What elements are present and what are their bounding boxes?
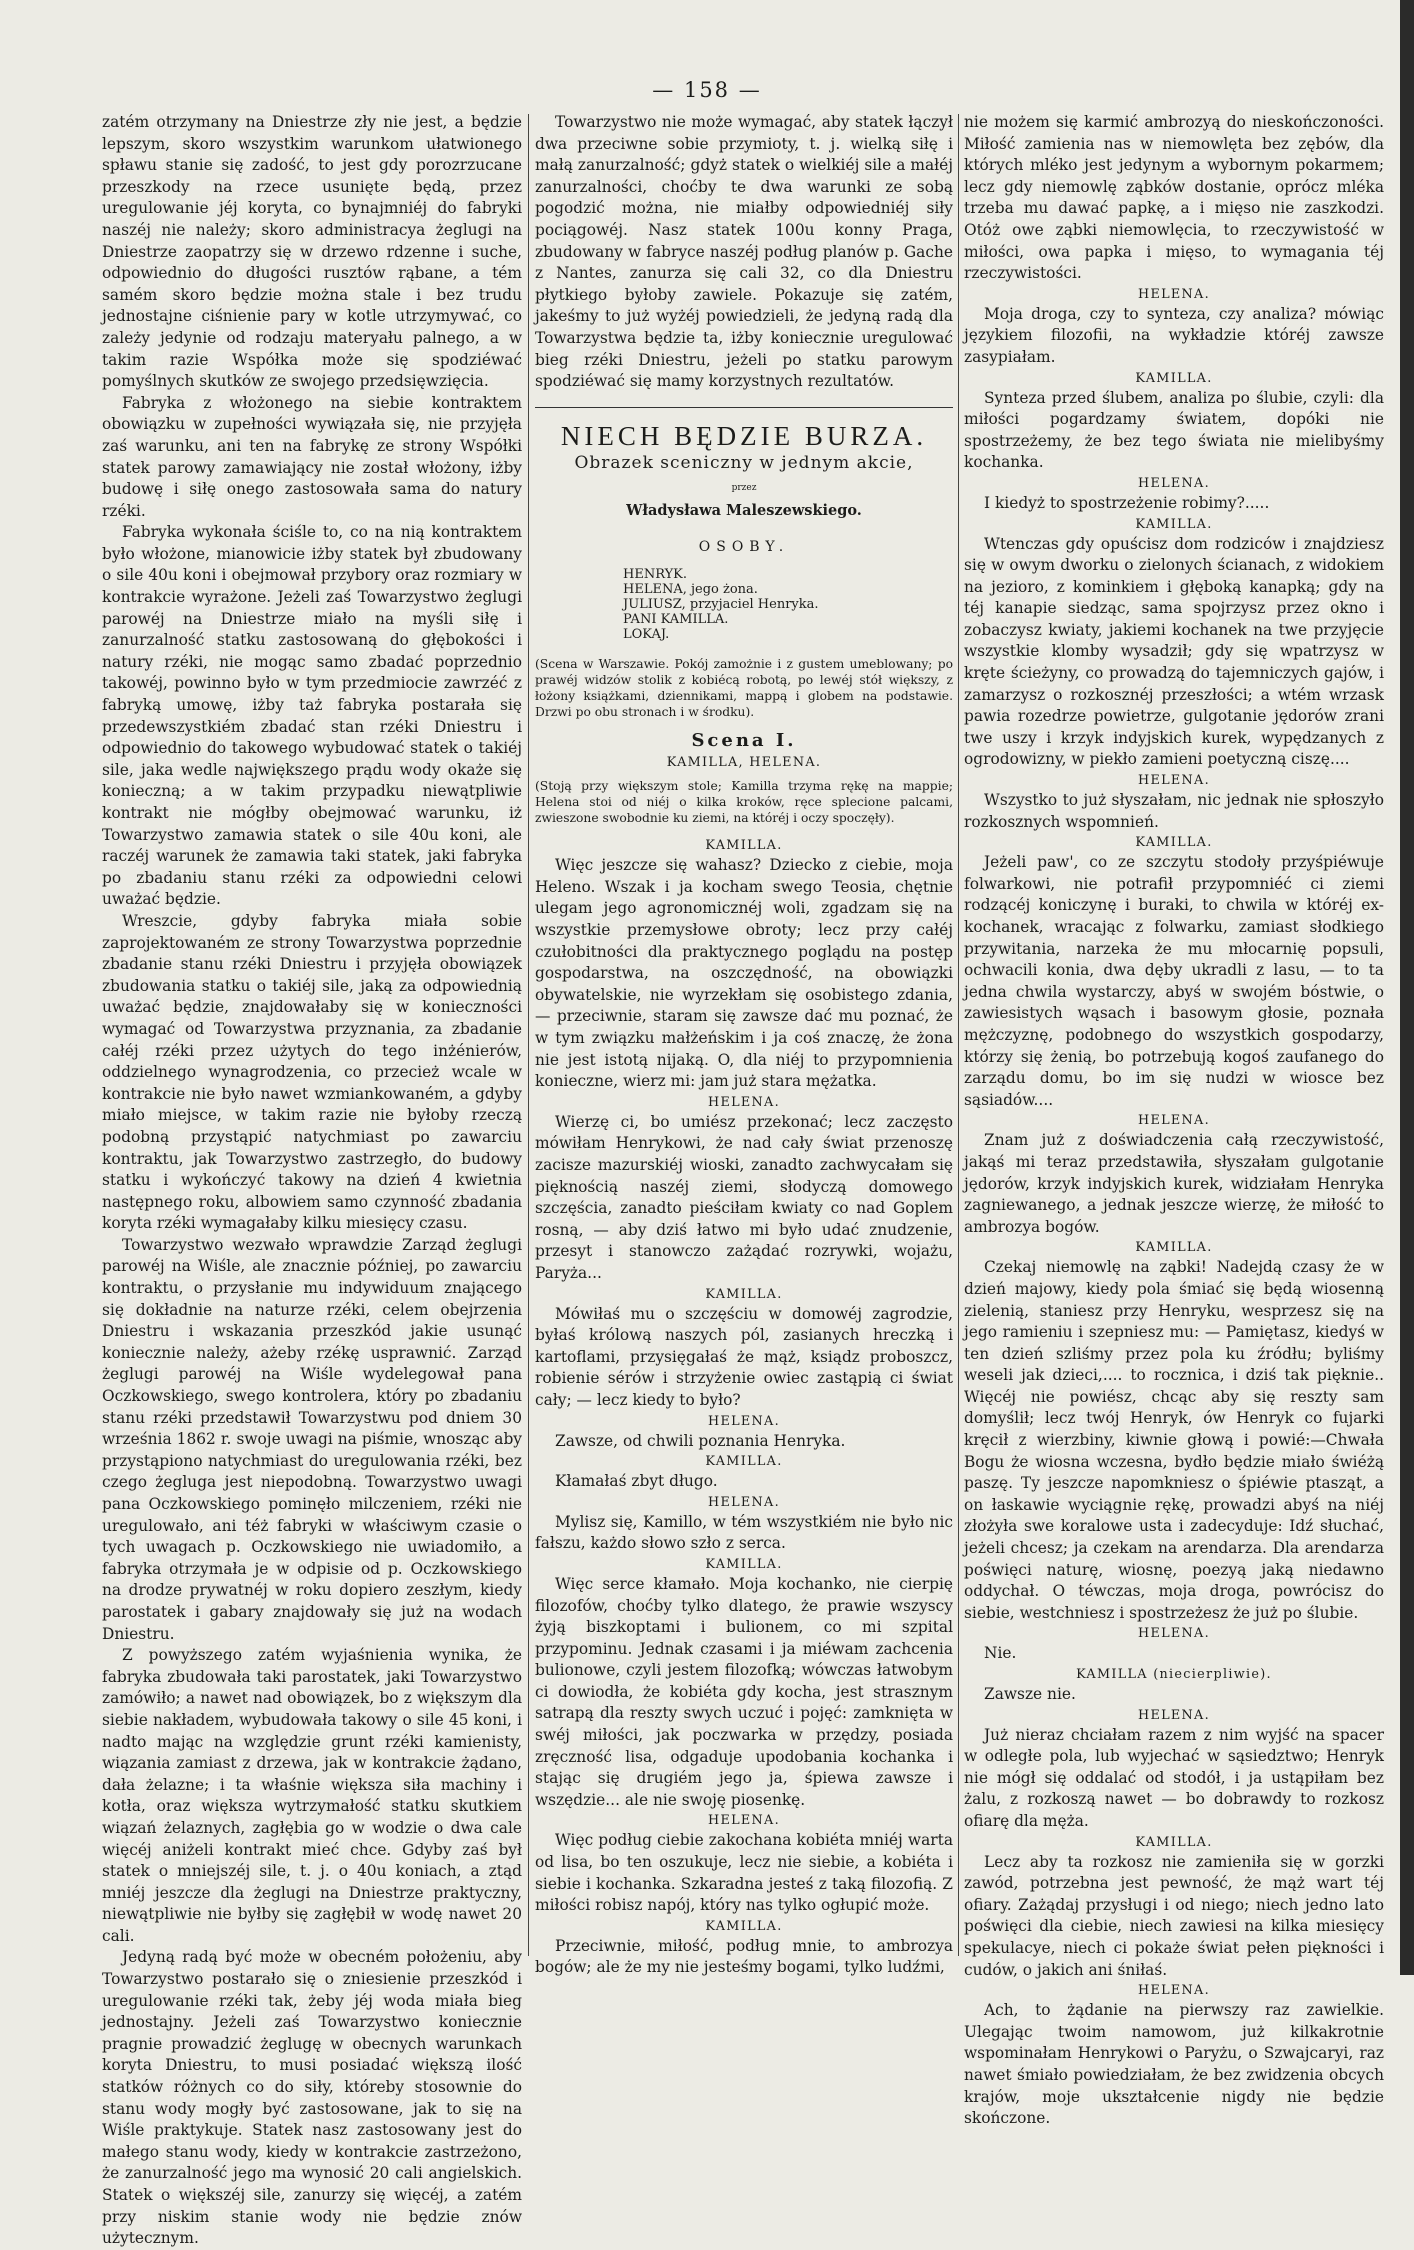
paragraph: Jedyną radą być może w obecném położeniu, aby Towarzystwo postarało się o zniesienie przeszkód i uregulowanie rzéki tak, żeby jéj woda miała bieg jednostajny. Jeżeli zaś Towarzystwo koniecznie pragnie prowadzić żeglugę w obecnych warunkach koryta Dniestru, to musi posiadać większą ilość statków różnych co do siły, któreby stosownie do stanu wody mogły być zastosowane, jak to się na Wiśle praktykuje. Statek nasz zastosowany jest do małego stanu wody, kiedy w kontrakcie zastrzeżono, że zanurzalność jego ma wynosić 20 cali angielskich. Statek o większéj sile, zanurzy się więcéj, a zatém przy niskim stanie wody nie będzie znów użytecznym. <box>102 1948 522 2248</box>
stage-direction: (Stoją przy większym stole; Kamilla trzyma rękę na mappie; Helena stoi od niéj o kilka kroków, ręce splecione palcami, zwieszone swobodnie ku ziemi, na któréj i oczy spoczęły). <box>535 779 953 826</box>
paragraph: Z powyższego zatém wyjaśnienia wynika, że fabryka zbudowała taki parostatek, jaki Towarzystwo zamówiło; a nawet nad obowiązek, bo z większym dla siebie nakładem, wybudowała takowy o sile 45 koni, i nadto mając na względzie grunt rzéki kamienisty, wiązania zamiast z drzewa, jak w kontrakcie żądano, dała żelazne; i ta właśnie większa siła machiny i kotła, oraz większa wytrzymałość statku skutkiem wiązań żelaznych, zagłębia go w wodzie o dwa cale więcéj aniżeli kontrakt mieć chce. Gdyby zaś był statek o mniejszéj sile, t. j. o 40u koniach, a ztąd mniéj jeszcze dla żeglugi na Dniestrze praktyczny, niewątpliwie nie byłby się zagłębił w wodę nawet 20 cali. <box>102 1646 522 1945</box>
cast-list <box>623 567 953 642</box>
cast-heading: OSOBY. <box>698 539 790 556</box>
column-divider <box>528 114 529 1956</box>
speaker-name: KAMILLA. <box>705 1286 783 1302</box>
page-edge <box>1400 0 1414 1975</box>
play-by: przez <box>731 482 757 493</box>
dialogue-line: Wszystko to już słyszałam, nic jednak nie spłoszyło rozkosznych wspomnień. <box>964 791 1384 831</box>
speaker-name: KAMILLA. <box>705 1556 783 1572</box>
dialogue-line: Więc jeszcze się wahasz? Dziecko z ciebie, moja Heleno. Wszak i ja kocham swego Teosia, chętnie ulegam jego agronomicznéj woli, zgadzam się na wszystkie przemysłowe obroty; lecz przy całéj czułobitności dla praktycznego poglądu na postęp gospodarstwa, na oszczędność, na obowiązki obywatelskie, nie wyrzekłam się osobistego zdania, — przeciwnie, staram się zawsze dać mu poznać, że w tym związku małżeńskim i ja coś znaczę, że żona nie jest istotą nijaką. O, dla niéj to przypomnienia konieczne, wierz mi: jam już stara mężatka. <box>535 856 953 1091</box>
column-divider <box>958 114 959 1956</box>
dialogue-line: Jeżeli paw', co ze szczytu stodoły przyśpiéwuje folwarkowi, nie potrafił przypomniéć ci ziemi rodzącéj koniczynę i buraki, to chwila w któréj ex-kochanek, wracając z folwarku, zamiast słodkiego przywitania, narzeka że mu młocarnię popsuli, ochwacili konia, dwa dęby ukradli z lasu, — to ta jedna chwila wystarczy, abyś w swojém bóstwie, o zawiesistych wąsach i basowym głosie, poznała mężczyznę, podobnego do wszystkich gospodarzy, którzy się żenią, bo potrzebują kogoś zaufanego do zarządu domu, bo im się nudzi w wiosce bez sąsiadów.... <box>964 853 1384 1109</box>
speaker-name: KAMILLA. <box>1135 516 1213 532</box>
page-number: — 158 — <box>652 78 762 102</box>
dialogue-line: I kiedyż to spostrzeżenie robimy?..... <box>984 493 1270 512</box>
cast-item: PANI KAMILLA. <box>623 611 729 627</box>
speaker-name: HELENA. <box>1138 475 1210 491</box>
column-3 <box>964 112 1384 2128</box>
paragraph: Fabryka z włożonego na siebie kontraktem obowiązku w zupełności wywiązała się, nie przyjęła zaś warunku, ani ten na fabrykę ze strony Współki statek parowy zamawiający nie został włożony, iżby budowę i siłę onego zastosowała sama do natury rzéki. <box>102 393 522 520</box>
speaker-name: HELENA. <box>1138 286 1210 302</box>
dialogue-line: Mylisz się, Kamillo, w tém wszystkiém nie było nic fałszu, każdo słowo szło z serca. <box>535 1512 953 1553</box>
play-subtitle: Obrazek sceniczny w jednym akcie, <box>574 453 914 474</box>
dialogue-line: Przeciwnie, miłość, podług mnie, to ambrozya bogów; ale że my nie jesteśmy bogami, tylko ludźmi, <box>535 1936 953 1977</box>
speaker-name: HELENA. <box>708 1494 780 1510</box>
paragraph: Towarzystwo nie może wymagać, aby statek łączył dwa przeciwne sobie przymioty, t. j. wielką siłę i małą zanurzalność; gdyż statek o wielkiéj sile a małéj zanurzalności, choćby te dwa warunki ze sobą pogodzić można, nie miałby odpowiedniéj siły pociągowéj. Nasz statek 100u konny Praga, zbudowany w fabryce naszéj podług planów p. Gache z Nantes, zanurza się cali 32, co dla Dniestru płytkiego byłoby zawiele. Pokazuje się zatém, jakeśmy to już wyżéj powiedzieli, że jedyną radą dla Towarzystwa będzie ta, iżby koniecznie uregulować bieg rzéki Dniestru, jeżeli po statku parowym spodziéwać się mamy korzystnych rezultatów. <box>535 113 953 391</box>
column-2 <box>535 112 953 1977</box>
play-title: NIECH BĘDZIE BURZA. <box>560 420 928 451</box>
dialogue-line: Czekaj niemowlę na ząbki! Nadejdą czasy że w dzień majowy, kiedy pola śmiać się będą wiosenną zielenią, staniesz przy Henryku, wesprzesz się na jego ramieniu i szepniesz mu: — Pamiętasz, kiedyś w ten dzień szliśmy przez pola ku źródłu; byliśmy weseli jak dzieci,.... to rocznica, i dziś tak pięknie.. Więcéj nie powiész, chcąc aby się reszty sam domyślił; lecz twój Henryk, ów Henryk co fujarki kręcił z wierzbiny, kiwnie głową i powié:—Chwała Bogu że wiosna wczesna, bydło będzie miało świéżą paszę. Ty jeszcze napomkniesz o śpiéwie ptasząt, a on łaskawie wyciągnie rękę, prowadzi abyś na niéj złożyła swe koralowe usta i zadecyduje: Idź słuchać, jeżeli chcesz; ja czekam na arendarza. Dla arendarza poświęci naturę, wiosnę, poezyą jaką niedawno oddychał. O téwczas, moja droga, powrócisz do siebie, westchniesz i spostrzeżesz że już po ślubie. <box>964 1258 1384 1622</box>
speaker-name: HELENA. <box>1138 773 1210 789</box>
column-1 <box>102 112 522 2248</box>
cast-item: JULIUSZ, przyjaciel Henryka. <box>623 596 819 612</box>
dialogue-line: Znam już z doświadczenia całą rzeczywistość, jakąś mi teraz przedstawiła, słyszałam gulgotanie jędorów, krzyk indyjskich kurek, widziałam Henryka zagniewanego, a jednak jeszcze wierzę, że miłość to ambrozya bogów. <box>964 1131 1384 1236</box>
cast-item: HELENA, jego żona. <box>623 581 758 597</box>
dialogue-line: Nie. <box>984 1644 1017 1663</box>
speaker-name: KAMILLA (niecierpliwie). <box>1076 1667 1272 1682</box>
speaker-name: HELENA. <box>708 1413 780 1429</box>
dialogue-line: Już nieraz chciałam razem z nim wyjść na spacer w odległe pola, lub wyjechać w sąsiedztwo; Henryk nie mógł się oddalać od stodół, i ja ustąpiłam bez żalu, z rozkoszą nawet — bo dobrawdy to rozkosz ofiarę dla męża. <box>964 1725 1384 1830</box>
speaker-name: KAMILLA. <box>705 1918 783 1934</box>
dialogue-line: Synteza przed ślubem, analiza po ślubie, czyli: dla miłości pogardzamy światem, dopóki nie spostrzeżemy, że bez tego świata nie mielibyśmy kochanka. <box>964 388 1384 472</box>
speaker-name: HELENA. <box>1138 1113 1210 1129</box>
dialogue-line: Więc serce kłamało. Moja kochanko, nie cierpię filozofów, choćby tylko dlatego, że prawie wszyscy żyją biszkoptami i bulionem, co mi szpital przypominu. Jednak czasami i ja miéwam zachcenia bulionowe, czyli jestem filozofką; wówczas łatwobym ci dowiodła, że kobiéta gdy kocha, jest strasznym satrapą dla reszty swych uczuć i pojęć: zamknięta w swéj miłości, jak poczwarka w przędzy, posiada zręczność lisa, odgaduje upodobania kochanka i stając się drugiém jego ja, śpiewa zawsze i wszędzie... ale nie swoję piosenkę. <box>535 1574 953 1809</box>
dialogue-line: Lecz aby ta rozkosz nie zamieniła się w gorzki zawód, potrzebna jest pewność, że mąż wart téj ofiary. Zażądaj przysługi i od niego; niech jedno lato poświęci dla ciebie, niech zawiesi na kilka miesięcy spekulacye, niech ci pokaże świat pełen piękności i cudów, o jakich ani śniłaś. <box>964 1852 1384 1979</box>
speaker-name: HELENA. <box>1138 1626 1210 1642</box>
scene-characters: KAMILLA, HELENA. <box>666 755 822 771</box>
speaker-name: KAMILLA. <box>705 1454 783 1470</box>
setting-note: (Scena w Warszawie. Pokój zamożnie i z gustem umeblowany; po prawéj widzów stolik z kobiécą robotą, po lewéj stół większy, z łożony książkami, dziennikami, mappą i globem na podstawie. Drzwi po obu stronach i w środku). <box>535 656 953 719</box>
cast-item: LOKAJ. <box>623 626 670 642</box>
dialogue <box>964 112 1384 2130</box>
paragraph: Towarzystwo wezwało wprawdzie Zarząd żeglugi parowéj na Wiśle, ale znacznie później, po zawarciu kontraktu, o przysłanie mu indywiduum znającego się dokładnie na naturze rzéki, celem obejrzenia Dniestru i wskazania przeszkód jakie usunąć koniecznie należy, ażeby rzékę usprawnić. Zarząd żeglugi parowéj na Wiśle wydelegował pana Oczkowskiego, swego kontrolera, który po zbadaniu stanu rzéki przedstawił Towarzystwu pod dniem 30 września 1862 r. swoje uwagi na piśmie, wnosząc aby przystąpiono natychmiast do uregulowania rzéki, bez czego żegluga jest niepodobną. Towarzystwo uwagi pana Oczkowskiego pominęło milczeniem, rzéki nie uregulowało, ani téż fabryki w właściwym czasie o tych uwagach p. Oczkowskiego nie uwiadomiło, a fabryka otrzymała je w odpisie od p. Oczkowskiego na drodze prywatnéj w roku dopiero zeszłym, kiedy parostatek i gabary znajdowały się już na wodach Dniestru. <box>102 1235 522 1643</box>
speaker-name: KAMILLA. <box>705 838 783 854</box>
scene-heading: Scena I. <box>691 729 797 751</box>
cast-item: HENRYK. <box>623 566 688 582</box>
paragraph: zatém otrzymany na Dniestrze zły nie jest, a będzie lepszym, skoro wszystkim warunkom ułatwionego spławu stanie się zadość, to jest gdy porozrzucane przeszkody na rzece usunięte będą, przez uregulowanie jéj koryta, co bynajmniéj do fabryki naszéj nie należy; skoro administracya żeglugi na Dniestrze zaopatrzy się w drzewo rdzenne i suche, odpowiednio do długości rusztów rąbane, a tém samém skoro będzie można stale i bez trudu jednostajne ciśnienie pary w kotle utrzymywać, co zależy jedynie od rodzaju materyału palnego, a w takim razie Współka może się spodziéwać pomyślnych skutków ze swojego przedsięwzięcia. <box>102 113 522 391</box>
dialogue-line: Zawsze, od chwili poznania Henryka. <box>555 1431 846 1450</box>
dialogue-line: Kłamałaś zbyt długo. <box>555 1472 718 1491</box>
dialogue-line: Mówiłaś mu o szczęściu w domowéj zagrodzie, byłaś królową naszych pól, zasianych hreczką i kartoflami, przysięgałaś że mąż, ksiądz proboszcz, robienie sérów i strzyżenie owiec zastąpią ci świat cały; — lecz kiedy to było? <box>535 1304 953 1409</box>
paragraph: Wreszcie, gdyby fabryka miała sobie zaprojektowaném ze strony Towarzystwa poprzednie zbadanie stanu rzéki Dniestru i przyjęła obowiązek zbudowania statku o takiéj sile, jaką za odpowiednią uważać będzie, znajdowałaby się w konieczności wymagać od Towarzystwa przyznania, za zbadanie całéj rzéki przez użytych do tego inżénierów, oddzielnego wynagrodzenia, co przecież wcale w kontrakcie nie było nawet wzmiankowaném, a gdyby miało miejsce, w takim razie nie byłoby rzeczą podobną przystąpić natychmiast po zawarciu kontraktu, jak Towarzystwo zastrzegło, do budowy statku i wykończyć takowy na dzień 4 kwietnia następnego roku, albowiem samo czynność zbadania koryta rzéki wymagałaby kilku miesięcy czasu. <box>102 911 522 1233</box>
speaker-name: KAMILLA. <box>1135 1834 1213 1850</box>
section-rule <box>535 407 953 408</box>
dialogue-line: Wierzę ci, bo umiész przekonać; lecz zaczęsto mówiłam Henrykowi, że nad cały świat przenoszę zacisze mazurskiéj wioski, zanadto zachwycałam się pięknością naszéj ziemi, słodyczą domowego szczęścia, zanadto pieściłam kwiaty co nad Goplem rosną, — aby dziś łatwo mi było udać znudzenie, przesyt i stanowczo zażądać rozrywki, wojażu, Paryża... <box>535 1112 953 1282</box>
dialogue-line: Wtenczas gdy opuścisz dom rodziców i znajdziesz się w owym dworku o zielonych ścianach, z widokiem na jezioro, z kominkiem i głęboką kanapką; gdy na téj kanapie siedząc, sama spojrzysz przez okno i zobaczysz kwiaty, jakiemi kochanek na twe przyjęcie wszystkie klomby wysadził; gdy się wpatrzysz w kręte ścieżyny, co prowadzą do tajemniczych gajów, i zamarzysz o rozkosznéj przeszłości; a wtém wrzask pawia rozedrze powietrze, gulgotanie jędorów zrani twe uszy i krzyk indyjskich kurek, wypędzanych z ogrodowizny, w piekło zamieni poetyczną ciszę.... <box>964 534 1384 769</box>
speaker-name: KAMILLA. <box>1135 1240 1213 1256</box>
dialogue-line: Zawsze nie. <box>984 1685 1076 1703</box>
speaker-name: HELENA. <box>1138 1983 1210 1999</box>
speaker-name: HELENA. <box>708 1813 780 1829</box>
dialogue <box>535 836 953 1979</box>
speaker-name: HELENA. <box>708 1094 780 1110</box>
paragraph: Fabryka wykonała ściśle to, co na nią kontraktem było włożone, mianowicie iżby statek był zbudowany o sile 40u koni i obejmował przybory oraz rozmiary w kontrakcie wyrażone. Jeżeli zaś Towarzystwo żeglugi parowéj na Dniestrze miało na myśli siłę i zanurzalność statku zastosowaną do głębokości i natury rzéki, nie mogąc samo zbadać poprzednio takowéj, powinno było w tym przedmiocie zawrzéć z fabryką umowę, iżby taż fabryka postarała się przedewszystkiém zbadać stan rzéki Dniestru i odpowiednio do takowego wybudować statek o takiéj sile, jaka wedle największego prądu wody okaże się konieczną; a w takim przypadku niewątpliwie kontrakt nie mógłby obejmować warunku, iż Towarzystwo zamawia statek o sile 40u koni, ale raczéj warunek że zamawia taki statek, jaki fabryka po zbadaniu stanu rzéki za odpowiedni celowi uważać będzie. <box>102 523 522 909</box>
dialogue-line: Więc podług ciebie zakochana kobiéta mniéj warta od lisa, bo ten oszukuje, lecz nie siebie, a kobiéta i siebie i kochanka. Szkaradna jesteś z taką filozofią. Z miłości robisz napój, który nas tylko ogłupić może. <box>535 1831 953 1915</box>
speaker-name: HELENA. <box>1138 1707 1210 1723</box>
play-author: Władysława Maleszewskiego. <box>626 501 862 519</box>
dialogue-line: nie możem się karmić ambrozyą do nieskończoności. Miłość zamienia nas w niemowlęta bez zębów, dla których mléko jest jedynym a wybornym pokarmem; lecz gdy niemowlę ząbków dostanie, oprócz mléka trzeba mu dawać papkę, a i mięso nie zaszkodzi. Otóż owe ząbki niemowlęcia, to rzeczywistość w miłości, owa papka i mięso, to wymagania téj rzeczywistości. <box>964 113 1384 283</box>
dialogue-line: Ach, to żądanie na pierwszy raz zawielkie. Ulegając twoim namowom, już kilkakrotnie wspominałam Henrykowi o Paryżu, o Szwajcaryi, raz nawet śmiało powiedziałam, że bez zwidzenia obcych krajów, moje ukształcenie nigdy nie będzie skończone. <box>964 2001 1384 2128</box>
speaker-name: KAMILLA. <box>1135 370 1213 386</box>
speaker-name: KAMILLA. <box>1135 835 1213 851</box>
dialogue-line: Moja droga, czy to synteza, czy analiza? mówiąc językiem filozofii, na wykładzie któréj zawsze zasypiałam. <box>964 304 1384 366</box>
